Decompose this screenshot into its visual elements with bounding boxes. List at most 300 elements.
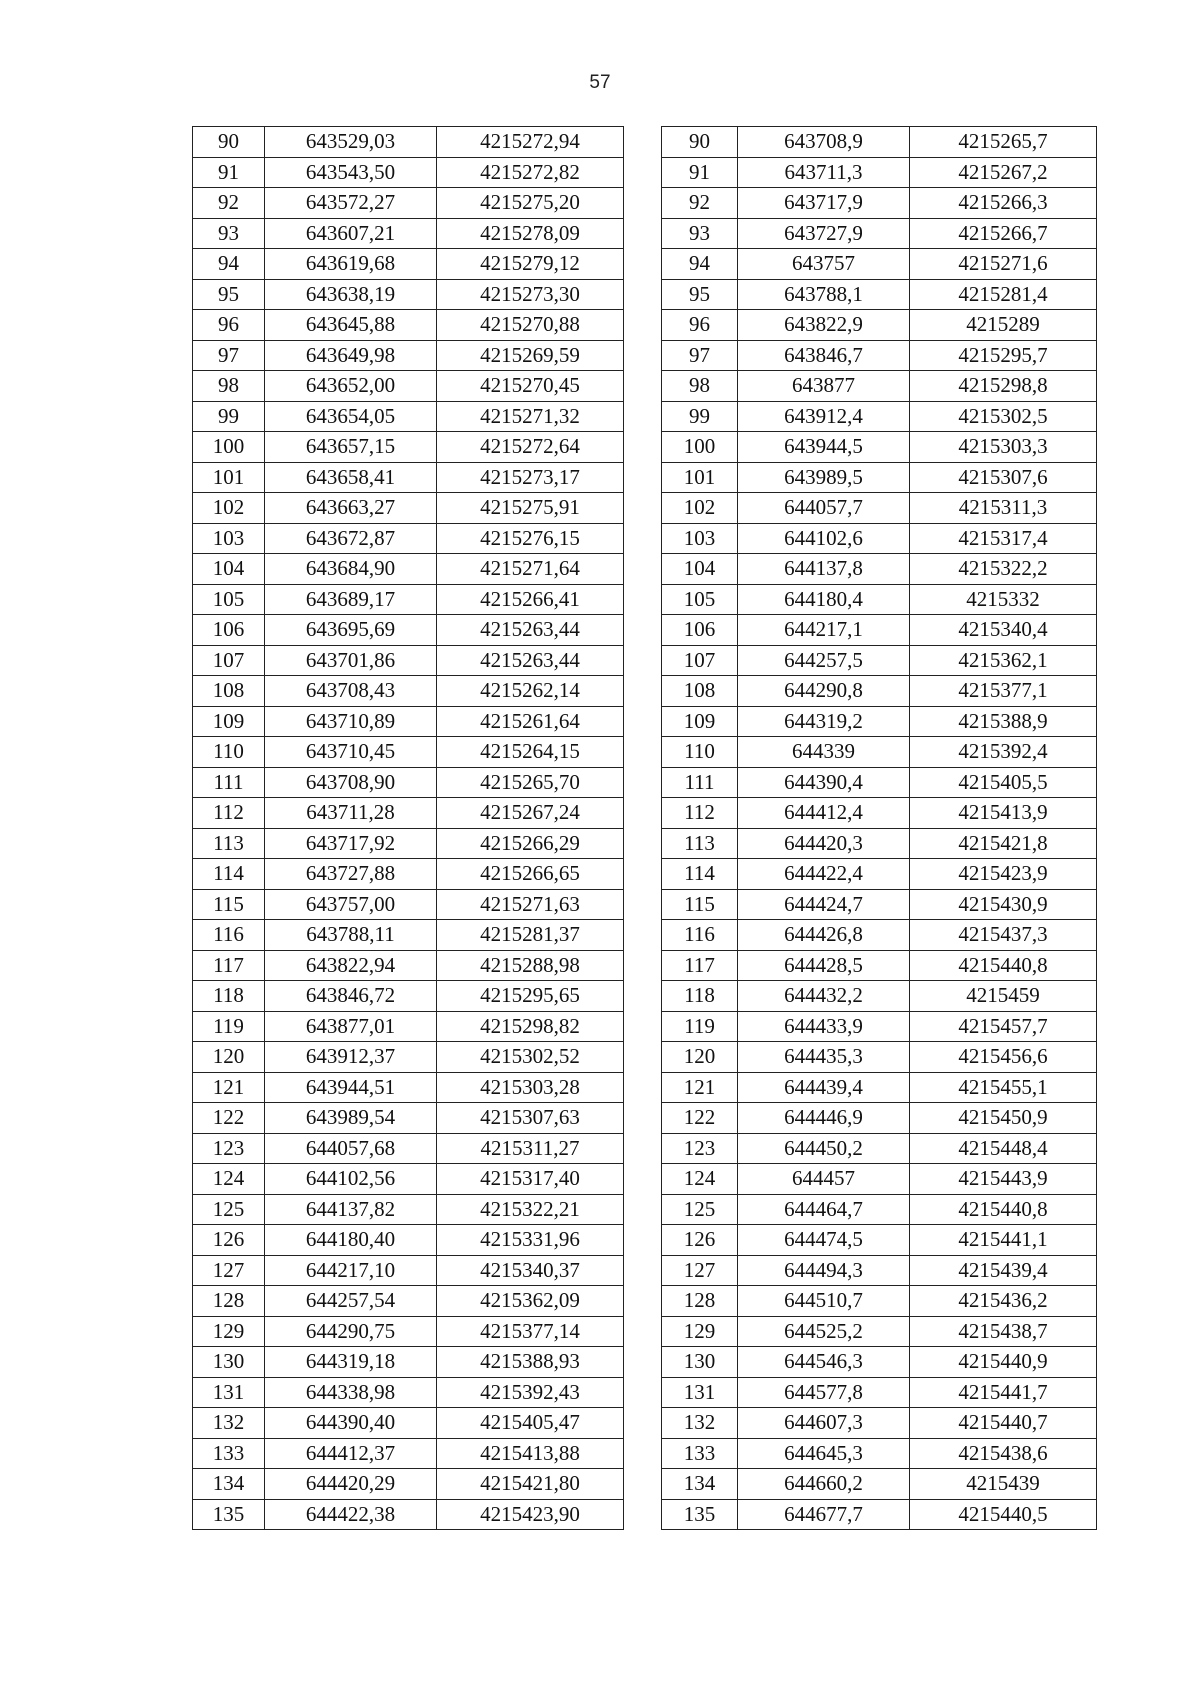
- x-coordinate-cell: 643684,90: [265, 554, 437, 585]
- y-coordinate-cell: 4215278,09: [437, 218, 624, 249]
- table-row: [193, 1194, 624, 1225]
- table-row: [662, 1164, 1097, 1195]
- point-number-cell: 106: [193, 615, 265, 646]
- y-coordinate-cell: 4215272,94: [437, 127, 624, 158]
- x-coordinate-cell: 643710,89: [265, 706, 437, 737]
- table-row: [193, 1072, 624, 1103]
- point-number-cell: 111: [193, 767, 265, 798]
- table-row: [193, 1499, 624, 1530]
- point-number-cell: 122: [662, 1103, 738, 1134]
- table-row: [662, 645, 1097, 676]
- table-row: [662, 1438, 1097, 1469]
- table-row: [662, 371, 1097, 402]
- point-number-cell: 122: [193, 1103, 265, 1134]
- point-number-cell: 115: [662, 889, 738, 920]
- x-coordinate-cell: 643757,00: [265, 889, 437, 920]
- x-coordinate-cell: 644677,7: [738, 1499, 910, 1530]
- table-row: [662, 1499, 1097, 1530]
- table-row: [662, 279, 1097, 310]
- point-number-cell: 124: [193, 1164, 265, 1195]
- coordinates-table-left: [192, 126, 624, 1530]
- y-coordinate-cell: 4215340,37: [437, 1255, 624, 1286]
- x-coordinate-cell: 643944,5: [738, 432, 910, 463]
- table-row: [193, 920, 624, 951]
- x-coordinate-cell: 644257,5: [738, 645, 910, 676]
- table-row: [662, 1103, 1097, 1134]
- point-number-cell: 108: [662, 676, 738, 707]
- table-row: [193, 1408, 624, 1439]
- point-number-cell: 116: [662, 920, 738, 951]
- table-row: [662, 859, 1097, 890]
- point-number-cell: 97: [662, 340, 738, 371]
- y-coordinate-cell: 4215340,4: [910, 615, 1097, 646]
- x-coordinate-cell: 643989,54: [265, 1103, 437, 1134]
- x-coordinate-cell: 644446,9: [738, 1103, 910, 1134]
- y-coordinate-cell: 4215413,9: [910, 798, 1097, 829]
- y-coordinate-cell: 4215430,9: [910, 889, 1097, 920]
- table-row: [193, 1042, 624, 1073]
- y-coordinate-cell: 4215289: [910, 310, 1097, 341]
- point-number-cell: 126: [193, 1225, 265, 1256]
- point-number-cell: 103: [193, 523, 265, 554]
- x-coordinate-cell: 643619,68: [265, 249, 437, 280]
- x-coordinate-cell: 643701,86: [265, 645, 437, 676]
- y-coordinate-cell: 4215311,3: [910, 493, 1097, 524]
- x-coordinate-cell: 644464,7: [738, 1194, 910, 1225]
- x-coordinate-cell: 643912,4: [738, 401, 910, 432]
- point-number-cell: 105: [193, 584, 265, 615]
- x-coordinate-cell: 643654,05: [265, 401, 437, 432]
- table-row: [662, 249, 1097, 280]
- table-row: [662, 1408, 1097, 1439]
- table-row: [193, 310, 624, 341]
- x-coordinate-cell: 644424,7: [738, 889, 910, 920]
- point-number-cell: 119: [193, 1011, 265, 1042]
- x-coordinate-cell: 644645,3: [738, 1438, 910, 1469]
- y-coordinate-cell: 4215266,7: [910, 218, 1097, 249]
- y-coordinate-cell: 4215288,98: [437, 950, 624, 981]
- table-row: [662, 310, 1097, 341]
- x-coordinate-cell: 644057,68: [265, 1133, 437, 1164]
- y-coordinate-cell: 4215303,28: [437, 1072, 624, 1103]
- y-coordinate-cell: 4215263,44: [437, 645, 624, 676]
- table-row: [662, 798, 1097, 829]
- x-coordinate-cell: 643727,88: [265, 859, 437, 890]
- x-coordinate-cell: 643645,88: [265, 310, 437, 341]
- y-coordinate-cell: 4215331,96: [437, 1225, 624, 1256]
- y-coordinate-cell: 4215295,65: [437, 981, 624, 1012]
- table-row: [662, 1042, 1097, 1073]
- x-coordinate-cell: 644412,4: [738, 798, 910, 829]
- table-row: [662, 1255, 1097, 1286]
- point-number-cell: 119: [662, 1011, 738, 1042]
- point-number-cell: 100: [662, 432, 738, 463]
- x-coordinate-cell: 644525,2: [738, 1316, 910, 1347]
- table-row: [193, 371, 624, 402]
- y-coordinate-cell: 4215298,82: [437, 1011, 624, 1042]
- point-number-cell: 105: [662, 584, 738, 615]
- y-coordinate-cell: 4215440,5: [910, 1499, 1097, 1530]
- table-row: [193, 615, 624, 646]
- point-number-cell: 127: [662, 1255, 738, 1286]
- table-row: [662, 706, 1097, 737]
- y-coordinate-cell: 4215440,8: [910, 950, 1097, 981]
- x-coordinate-cell: 643658,41: [265, 462, 437, 493]
- y-coordinate-cell: 4215440,9: [910, 1347, 1097, 1378]
- table-row: [662, 1011, 1097, 1042]
- x-coordinate-cell: 644660,2: [738, 1469, 910, 1500]
- y-coordinate-cell: 4215322,2: [910, 554, 1097, 585]
- point-number-cell: 109: [662, 706, 738, 737]
- point-number-cell: 106: [662, 615, 738, 646]
- point-number-cell: 132: [662, 1408, 738, 1439]
- y-coordinate-cell: 4215332: [910, 584, 1097, 615]
- x-coordinate-cell: 643788,11: [265, 920, 437, 951]
- table-row: [662, 676, 1097, 707]
- y-coordinate-cell: 4215271,64: [437, 554, 624, 585]
- x-coordinate-cell: 643529,03: [265, 127, 437, 158]
- y-coordinate-cell: 4215273,30: [437, 279, 624, 310]
- table-row: [662, 1316, 1097, 1347]
- x-coordinate-cell: 643652,00: [265, 371, 437, 402]
- point-number-cell: 118: [662, 981, 738, 1012]
- y-coordinate-cell: 4215438,7: [910, 1316, 1097, 1347]
- point-number-cell: 125: [662, 1194, 738, 1225]
- y-coordinate-cell: 4215307,63: [437, 1103, 624, 1134]
- point-number-cell: 132: [193, 1408, 265, 1439]
- x-coordinate-cell: 644137,82: [265, 1194, 437, 1225]
- table-row: [193, 1103, 624, 1134]
- table-row: [193, 889, 624, 920]
- x-coordinate-cell: 643695,69: [265, 615, 437, 646]
- x-coordinate-cell: 644390,40: [265, 1408, 437, 1439]
- y-coordinate-cell: 4215362,09: [437, 1286, 624, 1317]
- point-number-cell: 104: [193, 554, 265, 585]
- x-coordinate-cell: 644412,37: [265, 1438, 437, 1469]
- x-coordinate-cell: 643877,01: [265, 1011, 437, 1042]
- y-coordinate-cell: 4215322,21: [437, 1194, 624, 1225]
- x-coordinate-cell: 644435,3: [738, 1042, 910, 1073]
- table-row: [662, 981, 1097, 1012]
- page-number: 57: [589, 72, 611, 93]
- point-number-cell: 90: [193, 127, 265, 158]
- point-number-cell: 133: [662, 1438, 738, 1469]
- table-row: [662, 1286, 1097, 1317]
- y-coordinate-cell: 4215439,4: [910, 1255, 1097, 1286]
- x-coordinate-cell: 643710,45: [265, 737, 437, 768]
- y-coordinate-cell: 4215273,17: [437, 462, 624, 493]
- y-coordinate-cell: 4215440,7: [910, 1408, 1097, 1439]
- point-number-cell: 128: [662, 1286, 738, 1317]
- table-row: [662, 493, 1097, 524]
- table-row: [662, 889, 1097, 920]
- table-row: [193, 340, 624, 371]
- point-number-cell: 97: [193, 340, 265, 371]
- x-coordinate-cell: 644057,7: [738, 493, 910, 524]
- point-number-cell: 99: [662, 401, 738, 432]
- x-coordinate-cell: 644420,3: [738, 828, 910, 859]
- point-number-cell: 130: [662, 1347, 738, 1378]
- x-coordinate-cell: 644546,3: [738, 1347, 910, 1378]
- x-coordinate-cell: 644422,38: [265, 1499, 437, 1530]
- point-number-cell: 121: [662, 1072, 738, 1103]
- table-row: [193, 188, 624, 219]
- y-coordinate-cell: 4215272,82: [437, 157, 624, 188]
- y-coordinate-cell: 4215281,4: [910, 279, 1097, 310]
- x-coordinate-cell: 644180,40: [265, 1225, 437, 1256]
- point-number-cell: 111: [662, 767, 738, 798]
- point-number-cell: 115: [193, 889, 265, 920]
- table-row: [193, 645, 624, 676]
- table-row: [193, 523, 624, 554]
- x-coordinate-cell: 643543,50: [265, 157, 437, 188]
- x-coordinate-cell: 643689,17: [265, 584, 437, 615]
- x-coordinate-cell: 643717,92: [265, 828, 437, 859]
- y-coordinate-cell: 4215275,91: [437, 493, 624, 524]
- y-coordinate-cell: 4215311,27: [437, 1133, 624, 1164]
- y-coordinate-cell: 4215302,5: [910, 401, 1097, 432]
- table-row: [193, 950, 624, 981]
- point-number-cell: 110: [662, 737, 738, 768]
- y-coordinate-cell: 4215456,6: [910, 1042, 1097, 1073]
- x-coordinate-cell: 644102,6: [738, 523, 910, 554]
- point-number-cell: 135: [662, 1499, 738, 1530]
- table-row: [193, 1286, 624, 1317]
- point-number-cell: 126: [662, 1225, 738, 1256]
- point-number-cell: 91: [193, 157, 265, 188]
- x-coordinate-cell: 644390,4: [738, 767, 910, 798]
- y-coordinate-cell: 4215262,14: [437, 676, 624, 707]
- x-coordinate-cell: 644137,8: [738, 554, 910, 585]
- x-coordinate-cell: 644450,2: [738, 1133, 910, 1164]
- x-coordinate-cell: 643846,72: [265, 981, 437, 1012]
- y-coordinate-cell: 4215457,7: [910, 1011, 1097, 1042]
- point-number-cell: 124: [662, 1164, 738, 1195]
- table-row: [193, 828, 624, 859]
- y-coordinate-cell: 4215405,5: [910, 767, 1097, 798]
- y-coordinate-cell: 4215303,3: [910, 432, 1097, 463]
- table-row: [662, 828, 1097, 859]
- point-number-cell: 123: [193, 1133, 265, 1164]
- x-coordinate-cell: 643663,27: [265, 493, 437, 524]
- y-coordinate-cell: 4215436,2: [910, 1286, 1097, 1317]
- y-coordinate-cell: 4215265,70: [437, 767, 624, 798]
- y-coordinate-cell: 4215423,90: [437, 1499, 624, 1530]
- point-number-cell: 95: [193, 279, 265, 310]
- point-number-cell: 117: [662, 950, 738, 981]
- x-coordinate-cell: 643708,9: [738, 127, 910, 158]
- point-number-cell: 131: [662, 1377, 738, 1408]
- y-coordinate-cell: 4215388,9: [910, 706, 1097, 737]
- x-coordinate-cell: 644457: [738, 1164, 910, 1195]
- x-coordinate-cell: 644180,4: [738, 584, 910, 615]
- y-coordinate-cell: 4215423,9: [910, 859, 1097, 890]
- x-coordinate-cell: 644577,8: [738, 1377, 910, 1408]
- table-row: [193, 676, 624, 707]
- x-coordinate-cell: 644428,5: [738, 950, 910, 981]
- point-number-cell: 108: [193, 676, 265, 707]
- point-number-cell: 98: [662, 371, 738, 402]
- y-coordinate-cell: 4215448,4: [910, 1133, 1097, 1164]
- x-coordinate-cell: 643727,9: [738, 218, 910, 249]
- table-row: [662, 950, 1097, 981]
- table-row: [193, 462, 624, 493]
- point-number-cell: 117: [193, 950, 265, 981]
- x-coordinate-cell: 644422,4: [738, 859, 910, 890]
- x-coordinate-cell: 643877: [738, 371, 910, 402]
- x-coordinate-cell: 643572,27: [265, 188, 437, 219]
- point-number-cell: 109: [193, 706, 265, 737]
- x-coordinate-cell: 643822,9: [738, 310, 910, 341]
- point-number-cell: 129: [662, 1316, 738, 1347]
- table-row: [193, 706, 624, 737]
- x-coordinate-cell: 644339: [738, 737, 910, 768]
- point-number-cell: 134: [193, 1469, 265, 1500]
- table-row: [662, 584, 1097, 615]
- y-coordinate-cell: 4215302,52: [437, 1042, 624, 1073]
- table-row: [193, 493, 624, 524]
- point-number-cell: 113: [193, 828, 265, 859]
- y-coordinate-cell: 4215362,1: [910, 645, 1097, 676]
- x-coordinate-cell: 643717,9: [738, 188, 910, 219]
- table-row: [193, 1469, 624, 1500]
- y-coordinate-cell: 4215450,9: [910, 1103, 1097, 1134]
- y-coordinate-cell: 4215270,45: [437, 371, 624, 402]
- table-row: [662, 127, 1097, 158]
- y-coordinate-cell: 4215270,88: [437, 310, 624, 341]
- table-row: [662, 1377, 1097, 1408]
- x-coordinate-cell: 643912,37: [265, 1042, 437, 1073]
- y-coordinate-cell: 4215307,6: [910, 462, 1097, 493]
- y-coordinate-cell: 4215269,59: [437, 340, 624, 371]
- table-row: [193, 127, 624, 158]
- y-coordinate-cell: 4215441,7: [910, 1377, 1097, 1408]
- x-coordinate-cell: 644420,29: [265, 1469, 437, 1500]
- point-number-cell: 99: [193, 401, 265, 432]
- point-number-cell: 98: [193, 371, 265, 402]
- y-coordinate-cell: 4215261,64: [437, 706, 624, 737]
- point-number-cell: 103: [662, 523, 738, 554]
- coordinates-table-left-body: [193, 127, 624, 1530]
- point-number-cell: 96: [662, 310, 738, 341]
- table-row: [193, 1011, 624, 1042]
- point-number-cell: 118: [193, 981, 265, 1012]
- point-number-cell: 102: [662, 493, 738, 524]
- y-coordinate-cell: 4215388,93: [437, 1347, 624, 1378]
- point-number-cell: 113: [662, 828, 738, 859]
- table-row: [193, 737, 624, 768]
- x-coordinate-cell: 643711,28: [265, 798, 437, 829]
- point-number-cell: 130: [193, 1347, 265, 1378]
- y-coordinate-cell: 4215266,29: [437, 828, 624, 859]
- point-number-cell: 101: [193, 462, 265, 493]
- y-coordinate-cell: 4215267,2: [910, 157, 1097, 188]
- table-row: [193, 859, 624, 890]
- y-coordinate-cell: 4215413,88: [437, 1438, 624, 1469]
- table-row: [193, 1164, 624, 1195]
- table-row: [193, 798, 624, 829]
- x-coordinate-cell: 644439,4: [738, 1072, 910, 1103]
- point-number-cell: 107: [193, 645, 265, 676]
- table-row: [662, 1072, 1097, 1103]
- table-row: [662, 523, 1097, 554]
- y-coordinate-cell: 4215443,9: [910, 1164, 1097, 1195]
- y-coordinate-cell: 4215317,4: [910, 523, 1097, 554]
- x-coordinate-cell: 643657,15: [265, 432, 437, 463]
- point-number-cell: 107: [662, 645, 738, 676]
- point-number-cell: 131: [193, 1377, 265, 1408]
- x-coordinate-cell: 644290,8: [738, 676, 910, 707]
- table-row: [193, 1225, 624, 1256]
- x-coordinate-cell: 644432,2: [738, 981, 910, 1012]
- x-coordinate-cell: 644290,75: [265, 1316, 437, 1347]
- table-row: [193, 279, 624, 310]
- point-number-cell: 93: [193, 218, 265, 249]
- point-number-cell: 120: [193, 1042, 265, 1073]
- x-coordinate-cell: 644319,18: [265, 1347, 437, 1378]
- x-coordinate-cell: 643708,43: [265, 676, 437, 707]
- x-coordinate-cell: 643607,21: [265, 218, 437, 249]
- y-coordinate-cell: 4215298,8: [910, 371, 1097, 402]
- y-coordinate-cell: 4215459: [910, 981, 1097, 1012]
- table-row: [193, 432, 624, 463]
- point-number-cell: 134: [662, 1469, 738, 1500]
- x-coordinate-cell: 644102,56: [265, 1164, 437, 1195]
- table-row: [662, 432, 1097, 463]
- table-row: [193, 1438, 624, 1469]
- table-row: [662, 615, 1097, 646]
- table-row: [193, 157, 624, 188]
- table-row: [193, 767, 624, 798]
- table-row: [193, 401, 624, 432]
- table-row: [662, 554, 1097, 585]
- x-coordinate-cell: 643989,5: [738, 462, 910, 493]
- y-coordinate-cell: 4215421,80: [437, 1469, 624, 1500]
- point-number-cell: 133: [193, 1438, 265, 1469]
- point-number-cell: 90: [662, 127, 738, 158]
- y-coordinate-cell: 4215377,14: [437, 1316, 624, 1347]
- y-coordinate-cell: 4215438,6: [910, 1438, 1097, 1469]
- x-coordinate-cell: 644510,7: [738, 1286, 910, 1317]
- point-number-cell: 92: [193, 188, 265, 219]
- x-coordinate-cell: 644319,2: [738, 706, 910, 737]
- point-number-cell: 110: [193, 737, 265, 768]
- point-number-cell: 100: [193, 432, 265, 463]
- point-number-cell: 125: [193, 1194, 265, 1225]
- y-coordinate-cell: 4215265,7: [910, 127, 1097, 158]
- point-number-cell: 114: [662, 859, 738, 890]
- point-number-cell: 121: [193, 1072, 265, 1103]
- point-number-cell: 91: [662, 157, 738, 188]
- y-coordinate-cell: 4215271,6: [910, 249, 1097, 280]
- table-row: [662, 1225, 1097, 1256]
- point-number-cell: 127: [193, 1255, 265, 1286]
- y-coordinate-cell: 4215421,8: [910, 828, 1097, 859]
- point-number-cell: 120: [662, 1042, 738, 1073]
- y-coordinate-cell: 4215439: [910, 1469, 1097, 1500]
- point-number-cell: 135: [193, 1499, 265, 1530]
- point-number-cell: 95: [662, 279, 738, 310]
- y-coordinate-cell: 4215392,4: [910, 737, 1097, 768]
- point-number-cell: 96: [193, 310, 265, 341]
- coordinates-table-right-body: [662, 127, 1097, 1530]
- x-coordinate-cell: 643846,7: [738, 340, 910, 371]
- y-coordinate-cell: 4215405,47: [437, 1408, 624, 1439]
- y-coordinate-cell: 4215279,12: [437, 249, 624, 280]
- x-coordinate-cell: 644433,9: [738, 1011, 910, 1042]
- table-row: [662, 737, 1097, 768]
- point-number-cell: 94: [193, 249, 265, 280]
